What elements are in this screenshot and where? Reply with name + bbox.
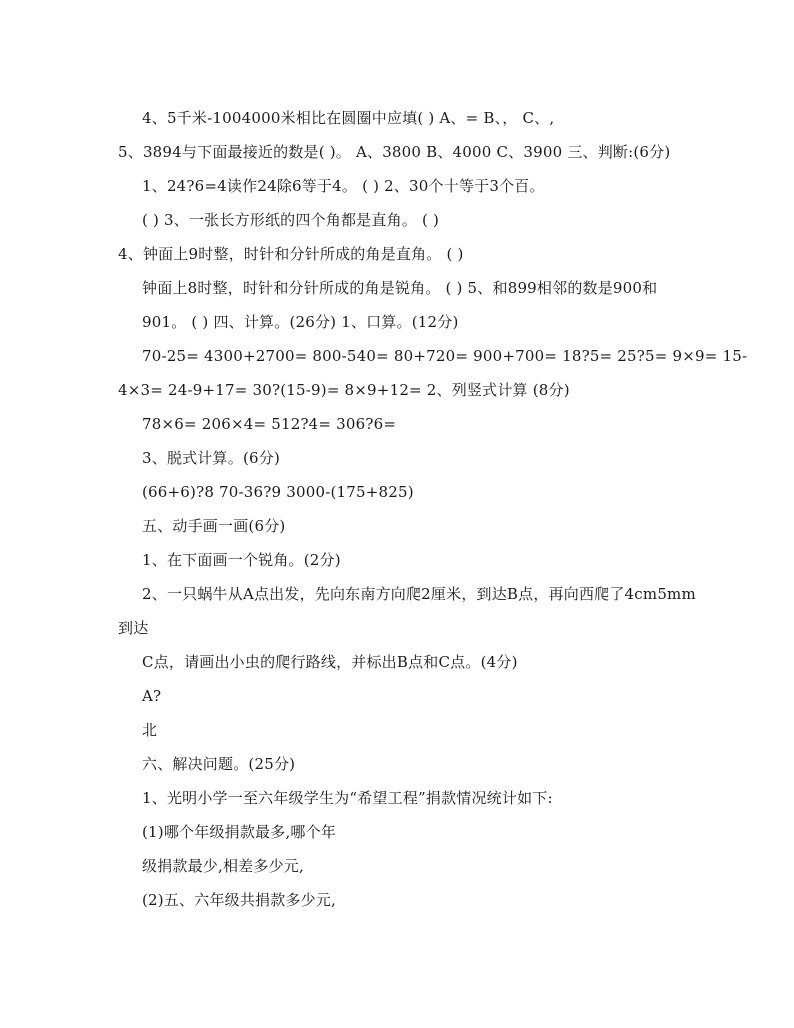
judge-item-4b-5: 钟面上8时整，时针和分针所成的角是锐角。 ( ) 5、和899相邻的数是900和 [142, 279, 658, 297]
drawing-item-1: 1、在下面画一个锐角。(2分) [142, 551, 341, 569]
oral-calc-row-2: 4×3= 24-9+17= 30?(15-9)= 8×9+12= 2、列竖式计算 (8分) [118, 381, 570, 399]
judge-item-1-2: 1、24?6=4读作24除6等于4。 ( ) 2、30个十等于3个百。 [142, 177, 545, 195]
drawing-item-2: 2、一只蜗牛从A点出发，先向东南方向爬2厘米，到达B点，再向西爬了4cm5mm [142, 585, 696, 603]
problem-section-heading: 六、解决问题。(25分) [142, 755, 296, 773]
drawing-section-heading: 五、动手画一画(6分) [142, 517, 286, 535]
judge-item-4: 4、钟面上9时整，时针和分针所成的角是直角。 ( ) [118, 245, 464, 263]
drawing-item-2-cont: 到达 [118, 619, 149, 637]
vertical-calc-row: 78×6= 206×4= 512?4= 306?6= [142, 415, 397, 433]
question-5-nearest: 5、3894与下面最接近的数是( )。 A、3800 B、4000 C、3900 三、判断:(6分) [118, 143, 671, 161]
step-calc-row: (66+6)?8 70-36?9 3000-(175+825) [142, 483, 414, 501]
problem-1-q1-cont: 级捐款最少,相差多少元, [142, 857, 304, 875]
problem-1-q1: (1)哪个年级捐款最多,哪个年 [142, 823, 337, 841]
problem-1-q2: (2)五、六年级共捐款多少元, [142, 891, 337, 909]
oral-calc-row-1: 70-25= 4300+2700= 800-540= 80+720= 900+700= 18?5= 25?5= 9×9= 15- [142, 347, 748, 365]
drawing-item-2-cont-2: C点，请画出小虫的爬行路线，并标出B点和C点。(4分) [142, 653, 518, 671]
point-a-label: A? [142, 687, 162, 705]
north-label: 北 [142, 721, 158, 739]
step-calc-heading: 3、脱式计算。(6分) [142, 449, 280, 467]
problem-1: 1、光明小学一至六年级学生为“希望工程”捐款情况统计如下: [142, 789, 553, 807]
calc-section-heading: 901。 ( ) 四、计算。(26分) 1、口算。(12分) [142, 313, 459, 331]
question-4-compare: 4、5千米-1004000米相比在圆圈中应填( ) A、= B、， C、, [142, 109, 555, 127]
judge-item-3: ( ) 3、一张长方形纸的四个角都是直角。 ( ) [142, 211, 440, 229]
